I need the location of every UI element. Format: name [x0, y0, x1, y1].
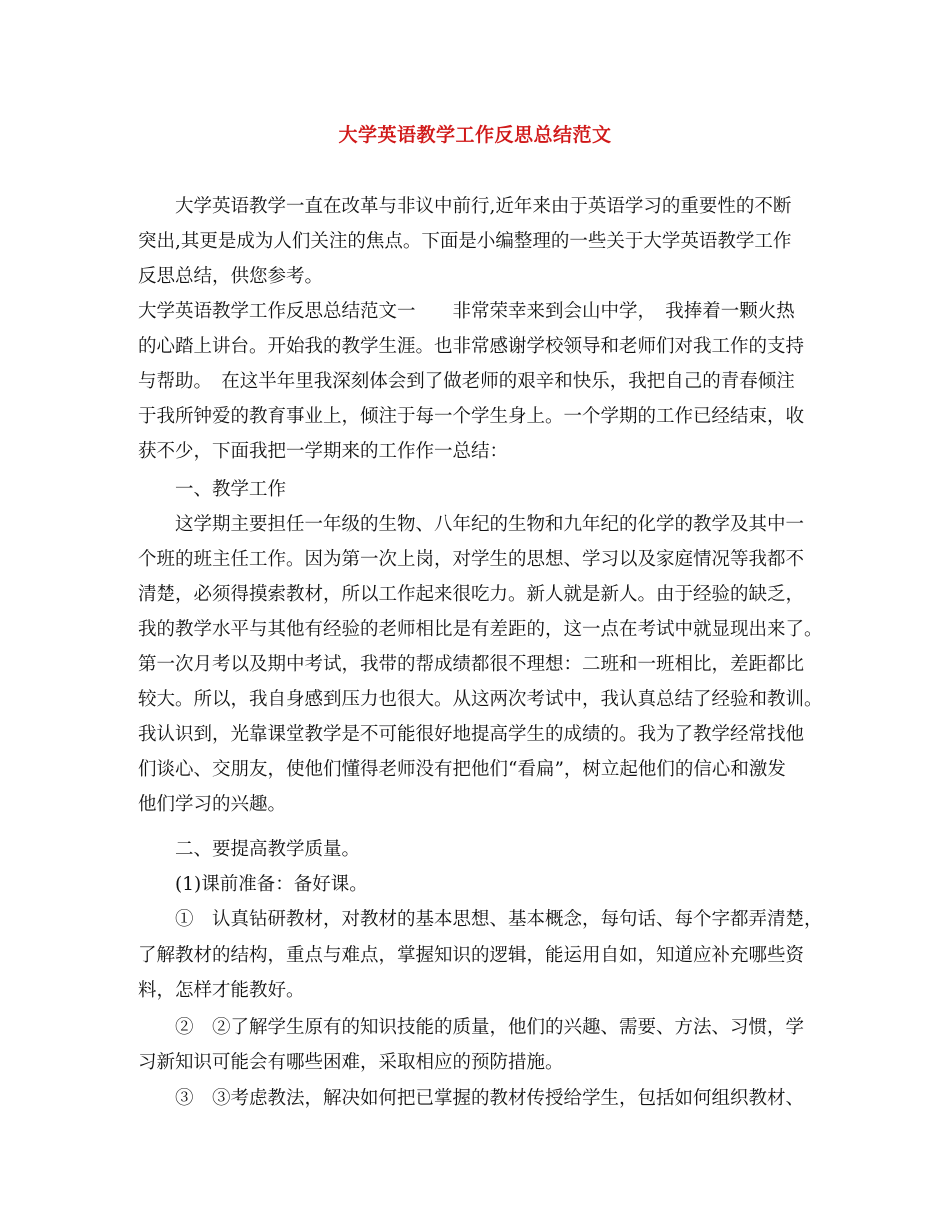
- paragraph-line: 他们学习的兴趣。: [138, 794, 287, 815]
- paragraph-line: 这学期主要担任一年级的生物、八年纪的生物和九年纪的化学的教学及其中一: [175, 514, 805, 535]
- sub-heading: (1)课前准备：备好课。: [175, 874, 368, 895]
- list-item-line: 了解教材的结构，重点与难点，掌握知识的逻辑，能运用自如，知道应补充哪些资: [138, 945, 805, 966]
- list-item-line: 料，怎样才能教好。: [138, 980, 305, 1001]
- paragraph-line: 较大。所以，我自身感到压力也很大。从这两次考试中，我认真总结了经验和教训。: [138, 689, 823, 710]
- paragraph-line: 清楚，必须得摸索教材，所以工作起来很吃力。新人就是新人。由于经验的缺乏，: [138, 584, 805, 605]
- list-item-line: 习新知识可能会有哪些困难，采取相应的预防措施。: [138, 1052, 564, 1073]
- paragraph-line: 大学英语教学工作反思总结范文一 非常荣幸来到会山中学， 我捧着一颗火热: [138, 301, 795, 322]
- document-title: 大学英语教学工作反思总结范文: [338, 124, 612, 146]
- paragraph-line: 们谈心、交朋友，使他们懂得老师没有把他们“看扁”，树立起他们的信心和激发: [138, 759, 786, 780]
- paragraph-line: 我认识到，光靠课堂教学是不可能很好地提高学生的成绩的。我为了教学经常找他: [138, 724, 805, 745]
- paragraph-line: 于我所钟爱的教育事业上，倾注于每一个学生身上。一个学期的工作已经结束，收: [138, 406, 805, 427]
- paragraph-line: 的心踏上讲台。开始我的教学生涯。也非常感谢学校领导和老师们对我工作的支持: [138, 336, 805, 357]
- paragraph-line: 与帮助。 在这半年里我深刻体会到了做老师的艰辛和快乐，我把自己的青春倾注: [138, 371, 795, 392]
- list-item-line: ① 认真钻研教材，对教材的基本思想、基本概念，每句话、每个字都弄清楚，: [175, 909, 823, 930]
- paragraph-line: 突出,其更是成为人们关注的焦点。下面是小编整理的一些关于大学英语教学工作: [138, 231, 792, 252]
- paragraph-line: 获不少，下面我把一学期来的工作作一总结：: [138, 441, 509, 462]
- paragraph-line: 第一次月考以及期中考试，我带的帮成绩都很不理想：二班和一班相比，差距都比: [138, 654, 805, 675]
- paragraph-line: 反思总结，供您参考。: [138, 266, 324, 287]
- section-heading: 一、教学工作: [175, 479, 287, 500]
- section-heading: 二、要提高教学质量。: [175, 839, 361, 860]
- paragraph-line: 个班的班主任工作。因为第一次上岗，对学生的思想、学习以及家庭情况等我都不: [138, 549, 805, 570]
- paragraph-line: 大学英语教学一直在改革与非议中前行,近年来由于英语学习的重要性的不断: [175, 196, 792, 217]
- list-item-line: ② ②了解学生原有的知识技能的质量，他们的兴趣、需要、方法、习惯，学: [175, 1017, 805, 1038]
- paragraph-line: 我的教学水平与其他有经验的老师相比是有差距的，这一点在考试中就显现出来了。: [138, 619, 823, 640]
- list-item-line: ③ ③考虑教法，解决如何把已掌握的教材传授给学生，包括如何组织教材、: [175, 1088, 805, 1109]
